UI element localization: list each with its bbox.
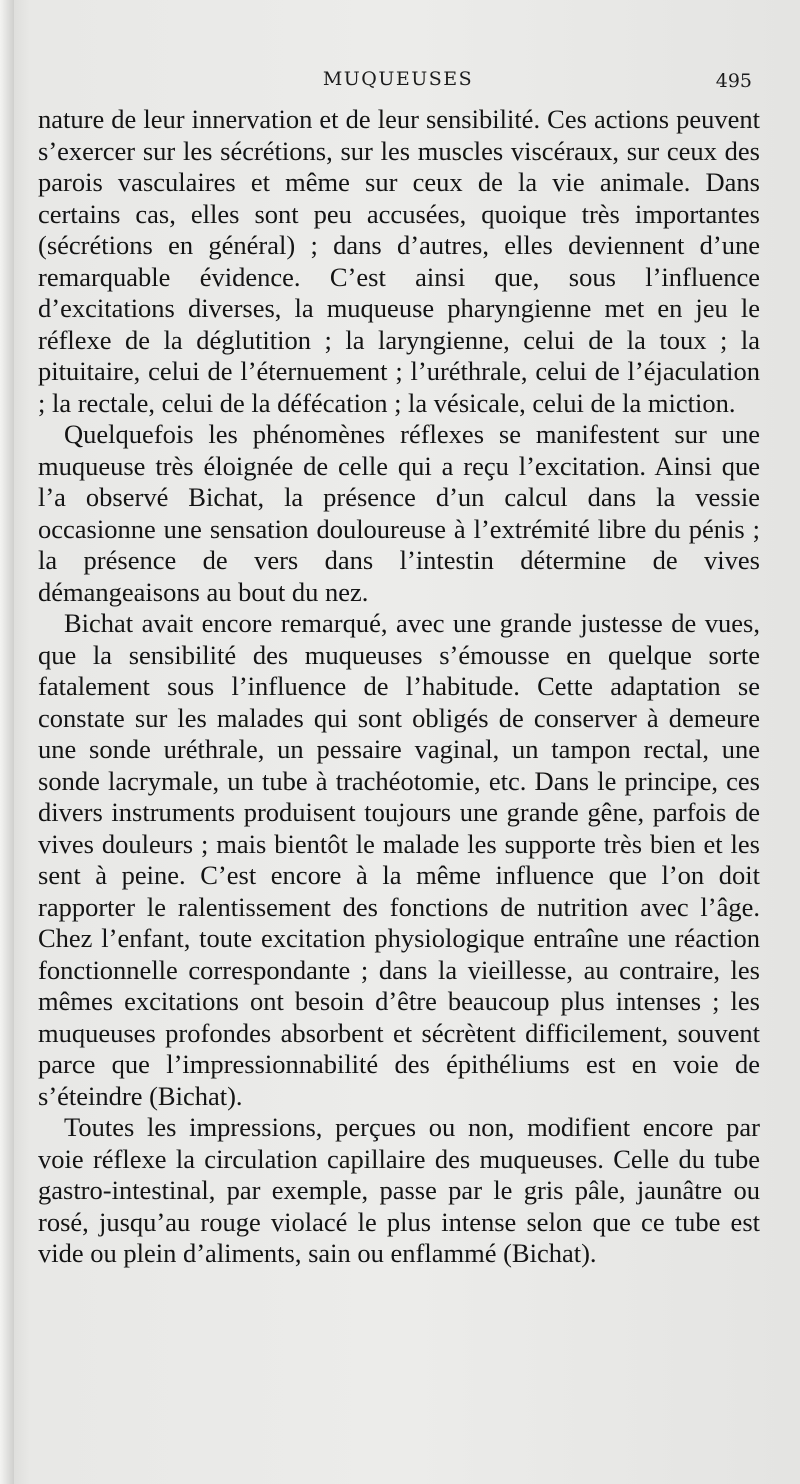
page-number: 495 [715,70,752,92]
body-text [38,104,760,1270]
paragraph-habituation: Bichat avait encore remarqué, avec une grande justesse de vues, que la sensibilité des muqueuses s’émousse en quelque sorte fatalement sous l’influence de l’habitude. Cette adaptation se constate sur les malades qui sont obligés de conserver à demeure une sonde uréthrale, un pessaire vaginal, un tampon rectal, une sonde lacrymale, un tube à trachéotomie, etc. Dans le principe, ces divers instruments produisent toujours une grande gêne, parfois de vives douleurs ; mais bientôt le malade les supporte très bien et les sent à peine. C’est encore à la même influence que l’on doit rapporter le ralentissement des fonctions de nutrition avec l’âge. Chez l’enfant, toute excitation physiologique entraîne une réaction fonctionnelle correspondante ; dans la vieillesse, au contraire, les mêmes excitations ont besoin d’être beaucoup plus intenses ; les muqueuses profondes absorbent et sécrètent difficilement, souvent parce que l’impressionnabilité des épithéliums est en voie de s’éteindre (Bichat). [38,608,760,1111]
running-header [36,64,760,98]
paragraph-reflexes: Quelquefois les phénomènes réflexes se manifestent sur une muqueuse très éloignée de celle qui a reçu l’excitation. Ainsi que l’a observé Bichat, la présence d’un calcul dans la vessie occasionne une sensation douloureuse à l’extrémité libre du pénis ; la présence de vers dans l’intestin détermine de vives démangeaisons au bout du nez. [38,419,760,607]
running-title: MUQUEUSES [322,68,474,90]
paragraph-circulation: Toutes les impressions, perçues ou non, modifient encore par voie réflexe la circulation capillaire des muqueuses. Celle du tube gastro-intestinal, par exemple, passe par le gris pâle, jaunâtre ou rosé, jusqu’au rouge violacé le plus intense selon que ce tube est vide ou plein d’aliments, sain ou enflammé (Bichat). [38,1112,760,1268]
paragraph-continuation: nature de leur innervation et de leur sensibilité. Ces actions peuvent s’exercer sur les sécrétions, sur les muscles viscéraux, sur ceux des parois vasculaires et même sur ceux de la vie animale. Dans certains cas, elles sont peu accusées, quoique très importantes (sécrétions en général) ; dans d’autres, elles deviennent d’une remarquable évidence. C’est ainsi que, sous l’influence d’excitations diverses, la muqueuse pharyngienne met en jeu le réflexe de la déglutition ; la laryngienne, celui de la toux ; la pituitaire, celui de l’éternuement ; l’uréthrale, celui de l’éjaculation ; la rectale, celui de la défécation ; la vésicale, celui de la miction. [38,104,760,418]
page-gutter [0,0,14,1484]
